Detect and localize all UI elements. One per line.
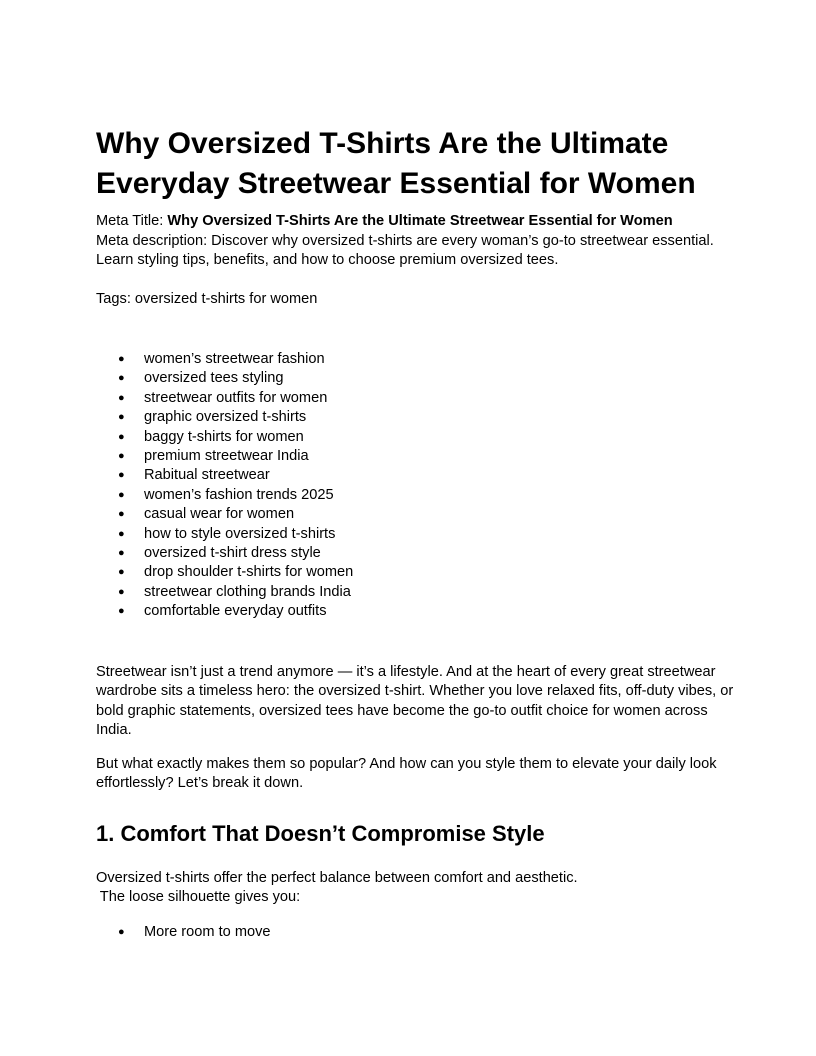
list-item [96, 447, 736, 466]
section-1-line-2: The loose silhouette gives you: [96, 889, 301, 906]
bullet-icon: ● [118, 353, 125, 365]
bullet-icon: ● [118, 450, 125, 463]
list-item [96, 563, 736, 582]
list-item-text: premium streetwear India [144, 448, 309, 465]
bullet-icon: ● [118, 605, 125, 618]
list-item [96, 583, 736, 602]
bullet-icon: ● [118, 925, 125, 938]
list-item-text: women’s streetwear fashion [144, 351, 325, 367]
list-item-text: drop shoulder t-shirts for women [144, 564, 354, 581]
bullet-icon: ● [118, 391, 125, 404]
list-item-text: streetwear outfits for women [144, 389, 328, 406]
list-item-text: how to style oversized t-shirts [144, 525, 336, 542]
bullet-icon: ● [118, 527, 125, 540]
list-item [96, 466, 736, 485]
list-item-text: More room to move [144, 923, 271, 940]
list-item [96, 486, 736, 505]
list-item-text: graphic oversized t-shirts [144, 409, 307, 426]
list-item [96, 505, 736, 524]
bullet-icon: ● [118, 469, 125, 482]
meta-description: Meta description: Discover why oversized t-shirts are every woman’s go-to streetwear essential. Learn styling tips, benefits, and how to choose premium oversized tees. [96, 232, 714, 268]
list-item [96, 369, 736, 388]
document-title: Why Oversized T-Shirts Are the Ultimate Everyday Streetwear Essential for Women [96, 127, 696, 200]
list-item-text: baggy t-shirts for women [144, 428, 304, 445]
meta-title-value: Why Oversized T-Shirts Are the Ultimate Streetwear Essential for Women [167, 213, 673, 229]
section-1-line-1: Oversized t-shirts offer the perfect balance between comfort and aesthetic. [96, 869, 578, 886]
bullet-icon: ● [118, 508, 125, 521]
list-item [96, 350, 736, 369]
section-1-heading: 1. Comfort That Doesn’t Compromise Style [96, 820, 545, 846]
list-item [96, 389, 736, 408]
meta-title-label: Meta Title: [96, 213, 168, 229]
list-item-text: Rabitual streetwear [144, 467, 270, 484]
list-item-text: casual wear for women [144, 506, 295, 523]
list-item-text: comfortable everyday outfits [144, 603, 327, 620]
tags-line: Tags: oversized t-shirts for women [96, 290, 318, 307]
bullet-icon: ● [118, 566, 125, 579]
tag-list [96, 350, 736, 622]
bullet-icon: ● [118, 547, 125, 560]
list-item [96, 544, 736, 563]
list-item [96, 602, 736, 621]
document-page [96, 124, 736, 942]
section-1-bullets [96, 923, 736, 942]
list-item [96, 923, 736, 942]
bullet-icon: ● [118, 430, 125, 443]
list-item-text: oversized t-shirt dress style [144, 545, 321, 562]
meta-title [96, 212, 736, 232]
bullet-icon: ● [118, 585, 125, 598]
list-item [96, 525, 736, 544]
bullet-icon: ● [118, 411, 125, 424]
list-item-text: streetwear clothing brands India [144, 583, 351, 600]
second-paragraph: But what exactly makes them so popular? And how can you style them to elevate your daily look effortlessly? Let’s break it down. [96, 755, 717, 792]
bullet-icon: ● [118, 372, 125, 385]
list-item-text: women’s fashion trends 2025 [144, 486, 334, 503]
list-item-text: oversized tees styling [144, 370, 284, 387]
bullet-icon: ● [118, 488, 125, 501]
list-item [96, 428, 736, 447]
intro-paragraph: Streetwear isn’t just a trend anymore — it’s a lifestyle. And at the heart of every great streetwear wardrobe sits a timeless hero: the oversized t-shirt. Whether you love relaxed fits, off-duty vibes, or bold graphic statements, oversized tees have become the go-to outfit choice for women across India. [96, 663, 734, 739]
list-item [96, 408, 736, 427]
